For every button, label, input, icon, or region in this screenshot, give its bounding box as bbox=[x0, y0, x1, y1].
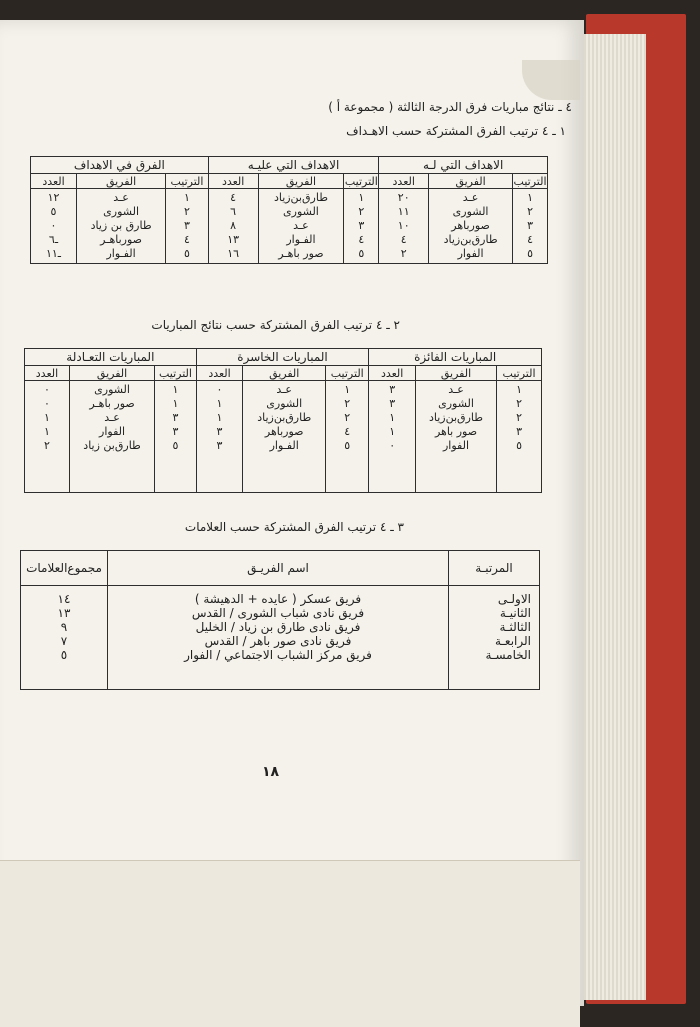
cell: ١ bbox=[216, 397, 223, 410]
col-team: الفريق bbox=[429, 174, 513, 189]
cell: الشورى bbox=[283, 205, 319, 218]
cell: طارق‌بن‌زياد bbox=[257, 411, 312, 424]
cell: ٣ bbox=[516, 425, 522, 438]
cell: الفـوار bbox=[106, 247, 136, 260]
team-cell: فريق نادى طارق بن زياد / الخليل bbox=[195, 620, 361, 634]
col-team: الفريق bbox=[415, 366, 496, 381]
goals-table bbox=[30, 156, 548, 264]
col-count: العدد bbox=[31, 174, 77, 189]
cell: ١ bbox=[44, 425, 50, 438]
col-rank: الترتيب bbox=[326, 366, 369, 381]
col-rank: الترتيب bbox=[344, 174, 378, 188]
against-teams bbox=[258, 189, 344, 264]
col-team: الفريق bbox=[243, 366, 326, 381]
cell: طارق بن زياد bbox=[90, 219, 152, 232]
col-count: العدد bbox=[196, 366, 243, 381]
points-table bbox=[20, 550, 540, 690]
cell: عـد bbox=[276, 383, 292, 396]
cell: ١٠ bbox=[397, 219, 410, 232]
cell: ٠ bbox=[50, 219, 57, 232]
won-ranks bbox=[497, 381, 542, 493]
subheading-points: ٣ ـ ٤ ترتيب الفرق المشتركة حسب العلامات bbox=[184, 520, 404, 534]
cell: ١ bbox=[216, 411, 223, 424]
cell: الشورى bbox=[94, 383, 130, 396]
cell: صور باهـر bbox=[89, 397, 135, 410]
cell: ٥ bbox=[516, 439, 522, 452]
points-cell: ٥ bbox=[60, 648, 68, 662]
col-team: الفريق bbox=[258, 174, 344, 189]
cell: ١ bbox=[44, 411, 50, 424]
team-cell: فريق نادى شباب الشورى / القدس bbox=[191, 606, 365, 620]
group-header-goals-for: الاهداف التي لـه bbox=[379, 157, 548, 174]
cell: ٣ bbox=[527, 219, 533, 232]
col-rank: الترتيب bbox=[155, 366, 197, 381]
cell: ٨ bbox=[230, 219, 237, 232]
cell: عـد bbox=[462, 191, 479, 204]
cell: صورباهر bbox=[451, 219, 490, 232]
group-header-won: المباريات الفائزة bbox=[369, 349, 542, 366]
cell: ١ bbox=[183, 191, 190, 204]
page-lower-section bbox=[0, 860, 580, 1027]
cell: الفوار bbox=[457, 247, 484, 260]
against-ranks bbox=[344, 189, 379, 264]
cell: ١ bbox=[527, 191, 533, 204]
group-header-goals-against: الاهداف التي عليـه bbox=[208, 157, 379, 174]
cell: ١ bbox=[389, 411, 396, 424]
cell: طارق‌بن‌زياد bbox=[443, 233, 498, 246]
positions-column bbox=[449, 586, 540, 690]
won-counts bbox=[369, 381, 416, 493]
position-cell: الثالثـة bbox=[499, 620, 531, 634]
col-rank: الترتيب bbox=[497, 366, 542, 381]
cell: ٤ bbox=[230, 191, 237, 204]
cell: الشورى bbox=[438, 397, 474, 410]
col-count: العدد bbox=[369, 366, 416, 381]
team-cell: فريق مركز الشباب الاجتماعي / الفوار bbox=[184, 648, 372, 662]
cell: ٣ bbox=[216, 439, 223, 452]
cell: ٣ bbox=[389, 383, 396, 396]
page-tear bbox=[522, 60, 580, 100]
group-header-drawn: المباريات التعـادلة bbox=[25, 349, 197, 366]
cell: ـ١١ bbox=[45, 247, 62, 260]
cell: ٣ bbox=[172, 411, 179, 424]
cell: ٤ bbox=[358, 233, 365, 246]
cell: الفوار bbox=[443, 439, 470, 452]
cell: صورباهـر bbox=[100, 233, 142, 246]
cell: طارق‌بن‌زياد bbox=[429, 411, 484, 424]
cell: ١ bbox=[344, 383, 351, 396]
against-counts bbox=[208, 189, 258, 264]
results-table bbox=[24, 348, 542, 493]
cell: ٠ bbox=[389, 439, 396, 452]
cell: ٦ bbox=[230, 205, 237, 218]
team-cell: فريق نادى صور باهر / القدس bbox=[204, 634, 352, 648]
diff-ranks bbox=[166, 189, 209, 264]
position-cell: الاولـى bbox=[497, 592, 531, 606]
cell: طارق‌بن زياد bbox=[83, 439, 141, 452]
cell: ٣ bbox=[358, 219, 365, 232]
group-header-lost: المباريات الخاسرة bbox=[196, 349, 369, 366]
col-count: العدد bbox=[25, 366, 70, 381]
teams-column bbox=[108, 586, 449, 690]
cell: ١١ bbox=[397, 205, 410, 218]
cell: الشورى bbox=[452, 205, 489, 218]
lost-teams bbox=[243, 381, 326, 493]
cell: ١ bbox=[516, 383, 522, 396]
drawn-ranks bbox=[155, 381, 197, 493]
position-cell: الخامسـة bbox=[485, 648, 531, 662]
group-header-goal-diff: الفرق في الاهداف bbox=[31, 157, 209, 174]
for-ranks bbox=[513, 189, 548, 264]
team-cell: فريق عسكر ( عايده + الدهيشة ) bbox=[194, 592, 362, 606]
cell: ٥ bbox=[172, 439, 179, 452]
cell: عـد bbox=[448, 383, 464, 396]
col-count: العدد bbox=[379, 174, 429, 189]
cell: صورباهر bbox=[264, 425, 304, 438]
col-rank: الترتيب bbox=[513, 174, 547, 188]
col-position: المرتبـة bbox=[449, 551, 540, 586]
cell: ١ bbox=[172, 397, 179, 410]
cell: ٤ bbox=[527, 233, 533, 246]
drawn-teams bbox=[69, 381, 154, 493]
cell: ٢ bbox=[527, 205, 533, 218]
lost-ranks bbox=[326, 381, 369, 493]
diff-teams bbox=[77, 189, 166, 264]
cell: ـ٦ bbox=[48, 233, 59, 246]
cell: طارق‌بن‌زياد bbox=[273, 191, 328, 204]
for-teams bbox=[429, 189, 513, 264]
cell: ٠ bbox=[44, 397, 50, 410]
cell: ٢ bbox=[358, 205, 365, 218]
cell: ١٦ bbox=[227, 247, 240, 260]
col-team: الفريق bbox=[77, 174, 166, 189]
cell: ٣ bbox=[183, 219, 190, 232]
cell: ٤ bbox=[183, 233, 190, 246]
cell: ١ bbox=[172, 383, 179, 396]
cell: ٥ bbox=[183, 247, 190, 260]
cell: ٣ bbox=[216, 425, 223, 438]
cell: ٠ bbox=[44, 383, 50, 396]
cell: ٢ bbox=[183, 205, 190, 218]
col-team: الفريق bbox=[69, 366, 154, 381]
col-points: مجموع‌العلامات bbox=[21, 551, 108, 586]
position-cell: الثانيـة bbox=[499, 606, 531, 620]
position-cell: الرابعـة bbox=[494, 634, 531, 648]
cell: ٢ bbox=[400, 247, 407, 260]
diff-counts bbox=[31, 189, 77, 264]
cell: ٣ bbox=[172, 425, 179, 438]
cell: الفوار bbox=[99, 425, 126, 438]
cell: صور باهر bbox=[434, 425, 478, 438]
points-cell: ١٤ bbox=[57, 592, 71, 606]
cell: ٢ bbox=[344, 411, 351, 424]
cell: ١٢ bbox=[47, 191, 60, 204]
cell: الفـوار bbox=[286, 233, 316, 246]
cell: ٢ bbox=[516, 397, 522, 410]
cell: ٤ bbox=[344, 425, 351, 438]
cell: الشورى bbox=[266, 397, 303, 410]
cell: ٠ bbox=[216, 383, 223, 396]
won-teams bbox=[415, 381, 496, 493]
cell: ١٣ bbox=[227, 233, 240, 246]
cell: ٤ bbox=[400, 233, 407, 246]
col-count: العدد bbox=[208, 174, 258, 189]
subheading-results: ٢ ـ ٤ ترتيب الفرق المشتركة حسب نتائج المباريات bbox=[151, 318, 400, 332]
cell: ٢ bbox=[344, 397, 351, 410]
cell: صور باهـر bbox=[278, 247, 324, 260]
cell: ٥ bbox=[344, 439, 351, 452]
subheading-goals: ١ ـ ٤ ترتيب الفرق المشتركة حسب الاهـداف bbox=[346, 124, 566, 138]
col-team-name: اسم الفريـق bbox=[108, 551, 449, 586]
points-cell: ٩ bbox=[60, 620, 68, 634]
cell: ٥ bbox=[50, 205, 57, 218]
cell: عـد bbox=[113, 191, 129, 204]
cell: ٢٠ bbox=[397, 191, 410, 204]
section-heading: ٤ ـ نتائج مباريات فرق الدرجة الثالثة ( مجموعة أ ) bbox=[328, 100, 572, 114]
page-edges bbox=[574, 34, 646, 1000]
page-number: ١٨ bbox=[262, 764, 280, 780]
for-counts bbox=[379, 189, 429, 264]
cell: ٢ bbox=[516, 411, 522, 424]
points-column bbox=[21, 586, 108, 690]
cell: الشورى bbox=[103, 205, 139, 218]
col-rank: الترتيب bbox=[166, 174, 209, 189]
cell: الفـوار bbox=[269, 439, 299, 452]
lost-counts bbox=[196, 381, 243, 493]
cell: ٥ bbox=[358, 247, 365, 260]
points-cell: ١٣ bbox=[57, 606, 71, 620]
points-cell: ٧ bbox=[60, 634, 68, 648]
cell: ١ bbox=[358, 191, 365, 204]
cell: ٢ bbox=[44, 439, 50, 452]
cell: ٥ bbox=[527, 247, 533, 260]
cell: عـد bbox=[293, 219, 309, 232]
drawn-counts bbox=[25, 381, 70, 493]
cell: ٣ bbox=[389, 397, 396, 410]
cell: ١ bbox=[389, 425, 396, 438]
cell: عـد bbox=[104, 411, 120, 424]
